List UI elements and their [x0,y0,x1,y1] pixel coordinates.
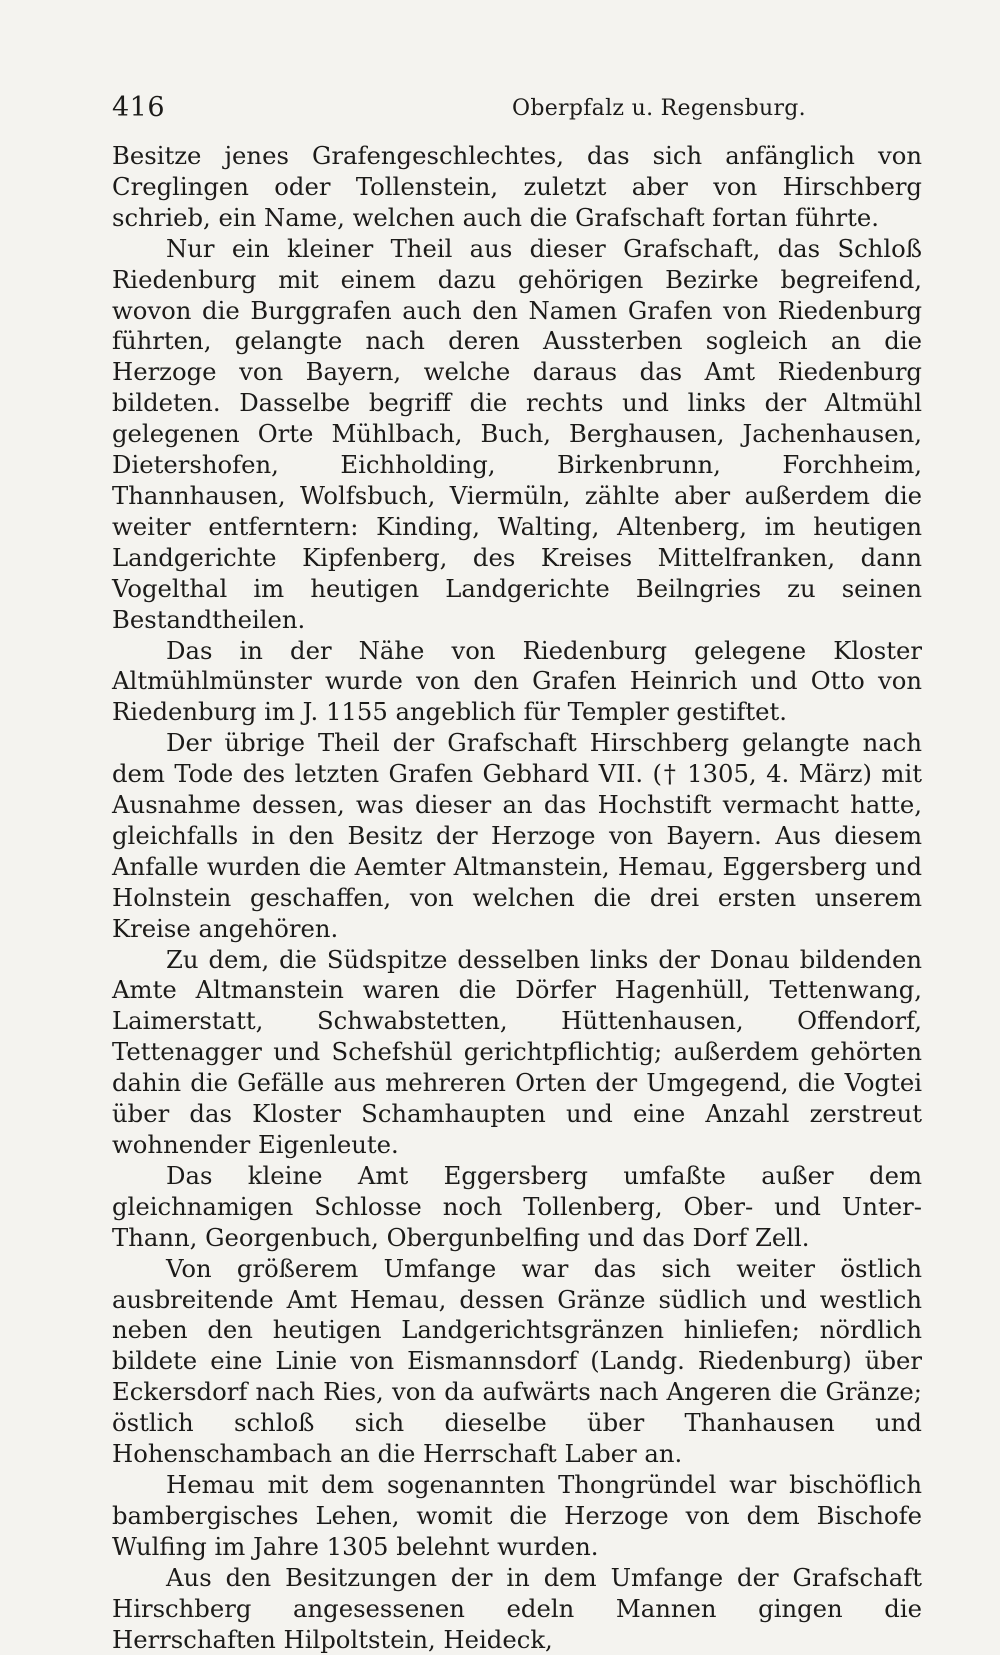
paragraph-3: Das in der Nähe von Riedenburg gelegene Kloster Altmühlmünster wurde von den Grafen Heinrich und Otto von Riedenburg im J. 1155 angeblich für Templer gestiftet. [112,635,922,727]
page-number: 416 [112,92,166,123]
paragraph-5: Zu dem, die Südspitze desselben links der Donau bildenden Amte Altmanstein waren die Dörfer Hagenhüll, Tettenwang, Laimerstatt, Schwabstetten, Hüttenhausen, Offendorf, Tettenagger und Schefshül gerichtpflichtig; außerdem gehörten dahin die Gefälle aus mehreren Orten der Umgegend, die Vogtei über das Kloster Schamhaupten und eine Anzahl zerstreut wohnender Eigenleute. [112,944,922,1159]
paragraph-9: Aus den Besitzungen der in dem Umfange der Grafschaft Hirschberg angesessenen edeln Mannen gingen die Herrschaften Hilpoltstein, Heideck, [112,1562,922,1654]
paragraph-7: Von größerem Umfange war das sich weiter östlich ausbreitende Amt Hemau, dessen Gränze südlich und westlich neben den heutigen Landgerichtsgränzen hinliefen; nördlich bildete eine Linie von Eismannsdorf (Landg. Riedenburg) über Eckersdorf nach Ries, von da aufwärts nach Angeren die Gränze; östlich schloß sich dieselbe über Thanhausen und Hohenschambach an die Herrschaft Laber an. [112,1253,922,1469]
paragraph-8: Hemau mit dem sogenannten Thongründel war bischöflich bambergisches Lehen, womit die Herzoge von dem Bischofe Wulfing im Jahre 1305 belehnt wurden. [112,1469,922,1561]
paragraph-4: Der übrige Theil der Grafschaft Hirschberg gelangte nach dem Tode des letzten Grafen Gebhard VII. († 1305, 4. März) mit Ausnahme dessen, was dieser an das Hochstift vermacht hatte, gleichfalls in den Besitz der Herzoge von Bayern. Aus diesem Anfalle wurden die Aemter Altmanstein, Hemau, Eggersberg und Holnstein geschaffen, von welchen die drei ersten unserem Kreise angehören. [112,728,922,943]
body-text [112,141,922,1655]
paragraph-1: Besitze jenes Grafengeschlechtes, das sich anfänglich von Creglingen oder Tollenstein, zuletzt aber von Hirschberg schrieb, ein Name, welchen auch die Grafschaft fortan führte. [112,141,922,232]
paragraph-2: Nur ein kleiner Theil aus dieser Grafschaft, das Schloß Riedenburg mit einem dazu gehörigen Bezirke begreifend, wovon die Burggrafen auch den Namen Grafen von Riedenburg führten, gelangte nach deren Aussterben sogleich an die Herzoge von Bayern, welche daraus das Amt Riedenburg bildeten. Dasselbe begriff die rechts und links der Altmühl gelegenen Orte Mühlbach, Buch, Berghausen, Jachenhausen, Dietershofen, Eichholding, Birkenbrunn, Forchheim, Thannhausen, Wolfsbuch, Viermüln, zählte aber außerdem die weiter entferntern: Kinding, Walting, Altenberg, im heutigen Landgerichte Kipfenberg, des Kreises Mittelfranken, dann Vogelthal im heutigen Landgerichte Beilngries zu seinen Bestandtheilen. [112,233,922,634]
running-title: Oberpfalz u. Regensburg. [512,96,806,121]
page-header [112,88,922,128]
paragraph-6: Das kleine Amt Eggersberg umfaßte außer dem gleichnamigen Schlosse noch Tollenberg, Ober- und Unter-Thann, Georgenbuch, Obergunbelfing und das Dorf Zell. [112,1160,922,1252]
